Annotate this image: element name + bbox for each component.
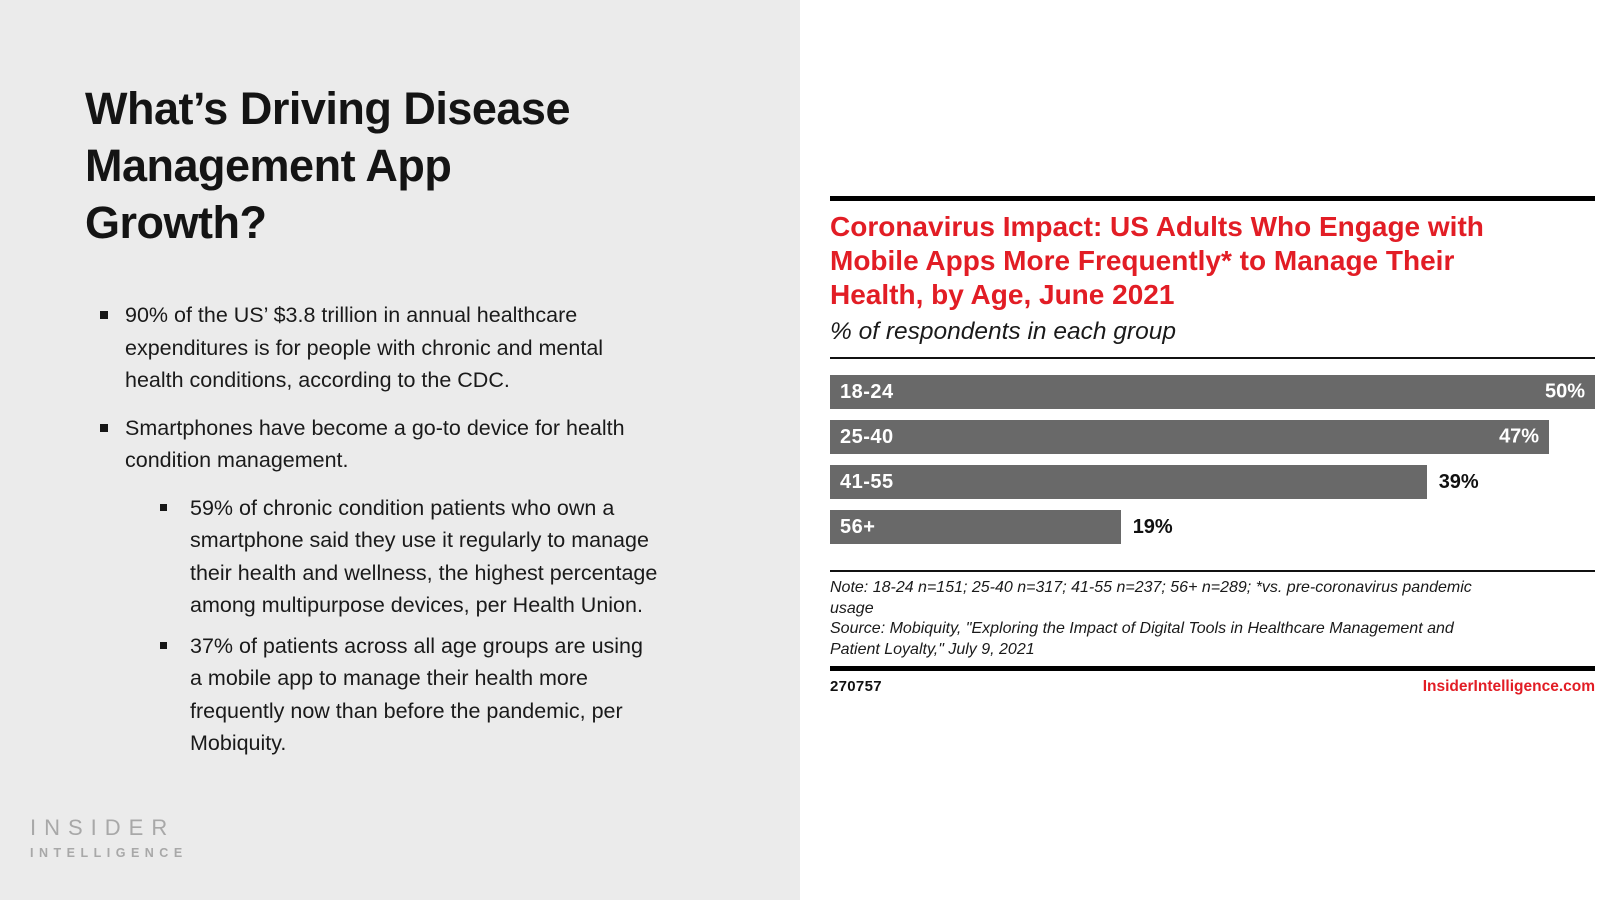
chart-subtitle: % of respondents in each group [830, 318, 1176, 345]
source-line: Source: Mobiquity, "Exploring the Impact of Digital Tools in Healthcare Management and [830, 620, 1454, 637]
page-title-line: What’s Driving Disease [85, 83, 570, 134]
chart-title-line: Health, by Age, June 2021 [830, 279, 1175, 310]
bar-category-label: 41-55 [840, 470, 894, 493]
bar-25-40 [830, 420, 1549, 454]
bar-56+ [830, 510, 1121, 544]
insider-intelligence-link[interactable]: InsiderIntelligence.com [1422, 678, 1595, 695]
subtitle-rule [830, 357, 1595, 359]
sub-bullet-item [85, 630, 800, 760]
bar-row [830, 510, 1595, 544]
logo-text-insider: INSIDER [30, 815, 176, 840]
bullet-square-icon [100, 311, 108, 319]
bar-category-label: 25-40 [840, 425, 894, 448]
bullet-item [85, 412, 800, 477]
bullet-text: 90% of the US’ $3.8 trillion in annual healthcare expenditures is for people with chronic and mental health conditions, according to the CDC. [125, 303, 604, 392]
bar-row [830, 420, 1595, 454]
bar-value-label: 50% [1544, 380, 1585, 403]
bullet-item [85, 299, 800, 397]
note-line: usage [830, 599, 874, 617]
page-title-line: Management App [85, 140, 452, 191]
note-rule [830, 570, 1595, 572]
bar-row [830, 465, 1595, 499]
bar-row [830, 375, 1595, 409]
bar-category-label: 18-24 [840, 380, 894, 403]
bar-chart [830, 375, 1595, 544]
bar-value-label: 19% [1132, 515, 1173, 538]
bullet-text: Smartphones have become a go-to device for health condition management. [125, 415, 625, 472]
bar-category-label: 56+ [840, 515, 876, 538]
bar-18-24 [830, 375, 1595, 409]
note-line: Note: 18-24 n=151; 25-40 n=317; 41-55 n=237; 56+ n=289; *vs. pre-coronavirus pandemic [830, 579, 1472, 596]
chart-note [830, 578, 1595, 660]
chart-title-line: Coronavirus Impact: US Adults Who Engage with [830, 211, 1484, 242]
bar-value-label: 39% [1438, 470, 1479, 493]
bullet-square-icon [160, 642, 167, 649]
chart-bottom-rule [830, 666, 1595, 671]
chart-panel [800, 0, 1600, 900]
page-title-line: Growth? [85, 197, 267, 248]
spacer [830, 0, 1595, 196]
bullet-text: 37% of patients across all age groups are using a mobile app to manage their health more frequently now than before the pandemic, per Mobiquity. [190, 633, 643, 755]
chart-top-rule [830, 196, 1595, 201]
chart-footer [830, 678, 1595, 696]
source-line: Patient Loyalty," July 9, 2021 [830, 640, 1035, 658]
page-title [85, 80, 800, 251]
bar-value-label: 47% [1499, 425, 1540, 448]
bullet-square-icon [160, 504, 167, 511]
logo-text-intelligence: INTELLIGENCE [30, 846, 188, 860]
bar-41-55 [830, 465, 1427, 499]
chart-title-line: Mobile Apps More Frequently* to Manage Their [830, 245, 1455, 276]
bullet-text: 59% of chronic condition patients who own a smartphone said they use it regularly to manage their health and wellness, the highest percentage among multipurpose devices, per Health Union. [190, 495, 658, 617]
sub-bullet-item [85, 492, 800, 622]
chart-id: 270757 [830, 678, 882, 695]
bullet-square-icon [100, 424, 108, 432]
chart-title [830, 210, 1570, 312]
insider-intelligence-logo [30, 815, 188, 860]
bullet-list [85, 299, 800, 760]
